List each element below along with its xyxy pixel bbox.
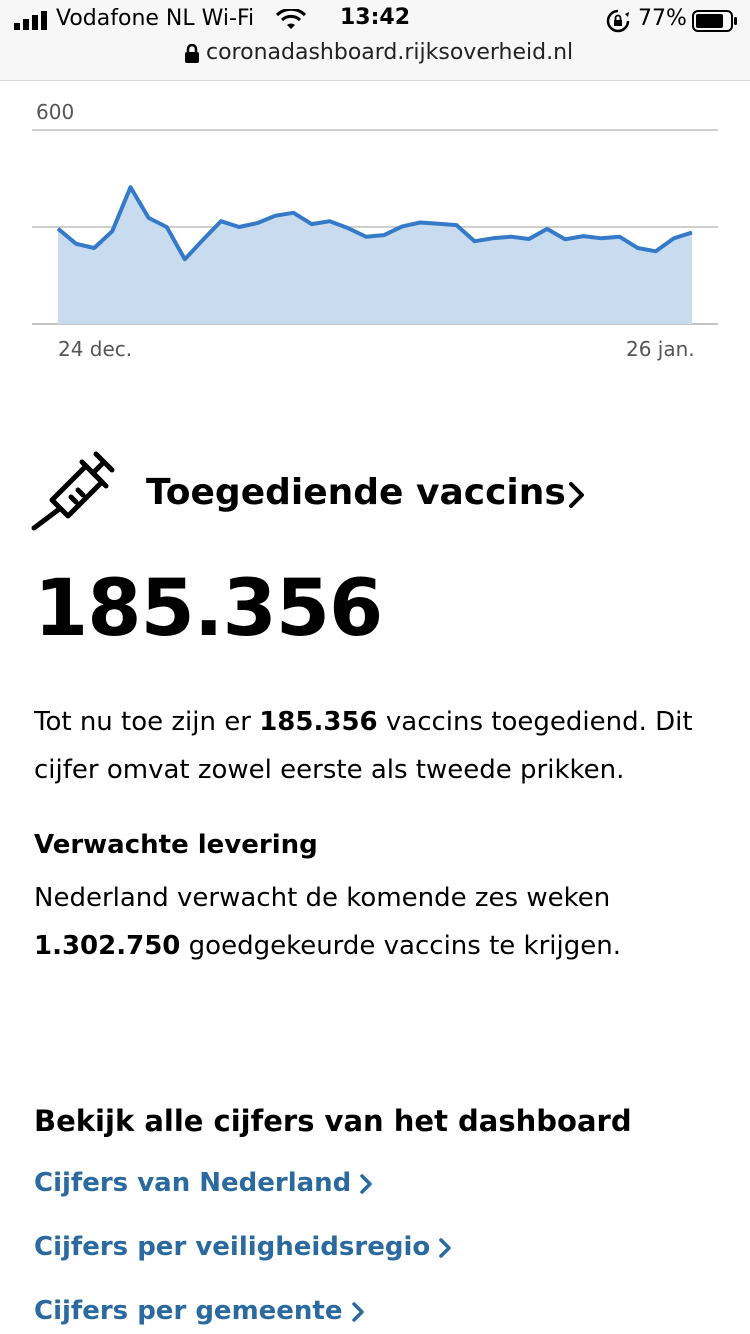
syringe-icon bbox=[30, 448, 122, 532]
clock: 13:42 bbox=[340, 5, 411, 30]
link-label: Cijfers per veiligheidsregio bbox=[34, 1232, 431, 1262]
chevron-right-icon bbox=[351, 1301, 365, 1323]
chevron-right-icon bbox=[438, 1237, 452, 1259]
delivery-heading: Verwachte levering bbox=[34, 830, 318, 860]
vaccines-description bbox=[34, 698, 724, 794]
link-label: Cijfers per gemeente bbox=[34, 1296, 343, 1326]
rotation-lock-icon bbox=[606, 9, 630, 33]
battery-icon bbox=[692, 10, 738, 32]
dashboard-links-heading: Bekijk alle cijfers van het dashboard bbox=[34, 1104, 632, 1138]
section-title: Toegediende vaccins bbox=[146, 472, 566, 513]
para2-text-start: Nederland verwacht de komende zes weken bbox=[34, 883, 611, 913]
delivery-description bbox=[34, 874, 724, 970]
battery-percentage: 77% bbox=[638, 6, 687, 31]
link-cijfers-gemeente[interactable] bbox=[34, 1296, 365, 1326]
status-bar bbox=[0, 0, 750, 81]
chart-area-fill bbox=[58, 187, 692, 324]
chart-x-start-label: 24 dec. bbox=[58, 337, 133, 361]
total-vaccines-number: 185.356 bbox=[34, 564, 383, 654]
chevron-right-icon bbox=[566, 480, 588, 510]
chart-x-end-label: 26 jan. bbox=[626, 337, 695, 361]
para1-text-start: Tot nu toe zijn er bbox=[34, 707, 260, 737]
section-header-link[interactable] bbox=[30, 448, 720, 538]
para1-bold-number: 185.356 bbox=[259, 707, 378, 737]
lock-icon bbox=[184, 44, 200, 64]
para2-bold-number: 1.302.750 bbox=[34, 931, 181, 961]
link-label: Cijfers van Nederland bbox=[34, 1168, 352, 1198]
wifi-icon bbox=[276, 9, 306, 31]
para1-text-end: vaccins toegediend. Dit cijfer omvat zowel eerste als tweede prikken. bbox=[34, 707, 693, 785]
link-cijfers-nederland[interactable] bbox=[34, 1168, 373, 1198]
chevron-right-icon bbox=[359, 1173, 373, 1195]
carrier-name: Vodafone NL Wi-Fi bbox=[56, 6, 255, 31]
para2-text-end: goedgekeurde vaccins te krijgen. bbox=[180, 931, 621, 961]
address-bar-url[interactable]: coronadashboard.rijksoverheid.nl bbox=[206, 40, 574, 65]
link-cijfers-veiligheidsregio[interactable] bbox=[34, 1232, 452, 1262]
chart-y-tick-label: 600 bbox=[36, 100, 75, 124]
signal-strength-icon bbox=[14, 10, 50, 30]
